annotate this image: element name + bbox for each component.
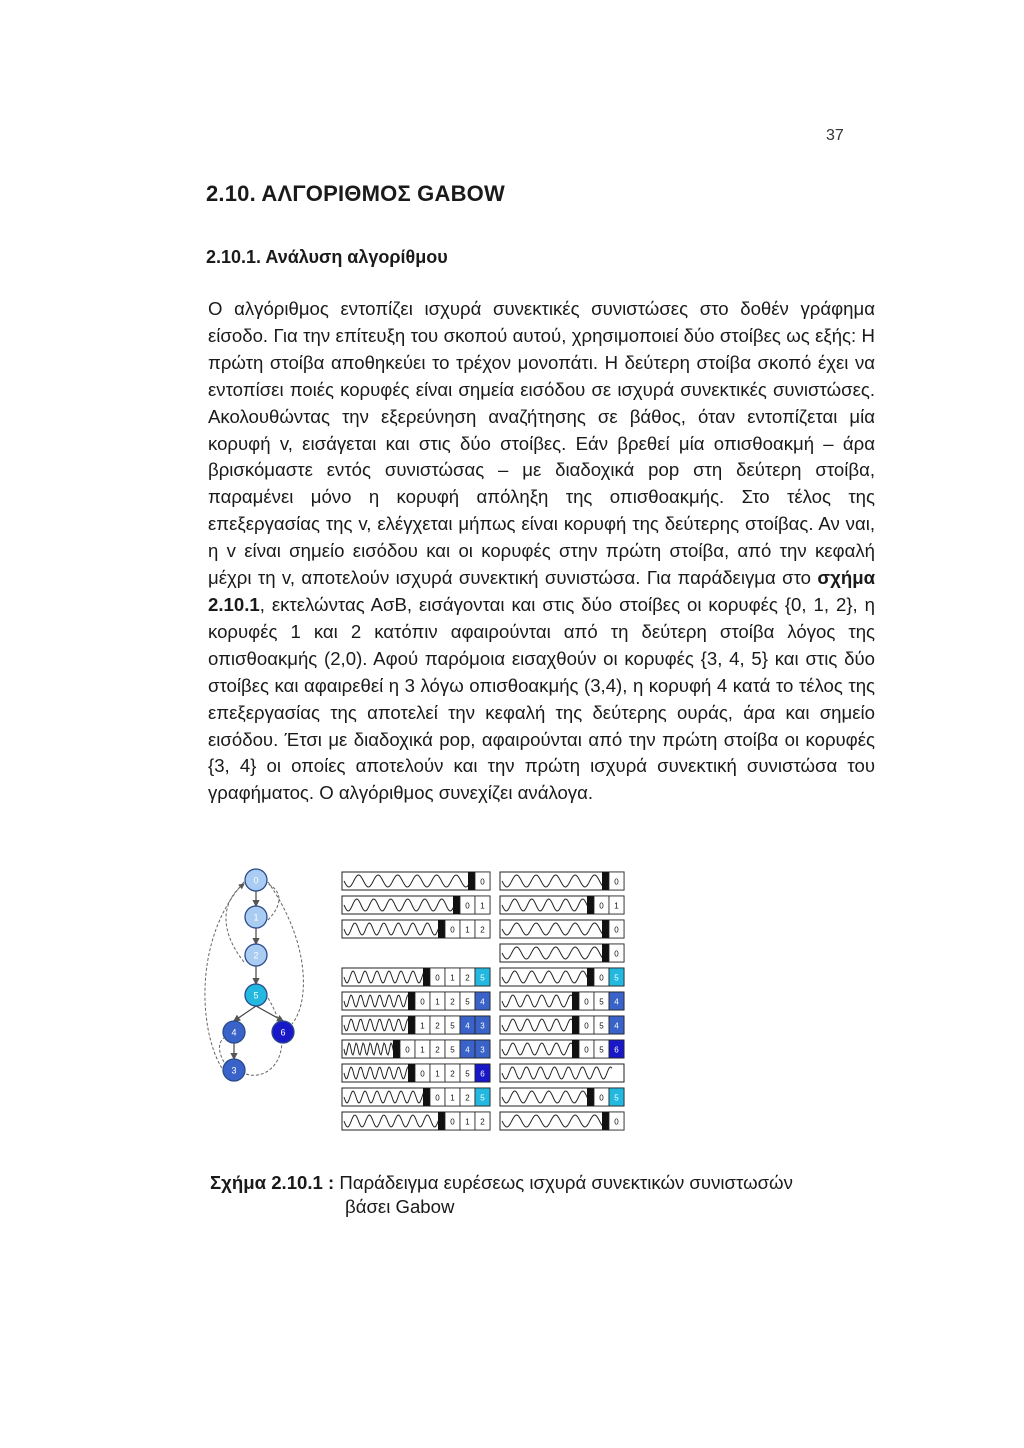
graph-back-edge (268, 882, 303, 1024)
stack-cell-label: 5 (465, 997, 470, 1007)
stack-cell-label: 4 (614, 997, 619, 1007)
stack-top-marker (587, 968, 594, 986)
stack-cell-label: 0 (614, 925, 619, 935)
stack-cell-label: 5 (480, 973, 485, 983)
stack-cell-label: 6 (480, 1069, 485, 1079)
stack-cell-label: 0 (584, 1045, 589, 1055)
stack-cell-label: 0 (584, 997, 589, 1007)
stack-top-marker (408, 992, 415, 1010)
stack-cell-label: 2 (435, 1021, 440, 1031)
stack-cell-label: 1 (465, 1117, 470, 1127)
page-number: 37 (826, 127, 844, 144)
graph-node-label: 6 (280, 1027, 286, 1038)
graph-back-edge (268, 884, 279, 920)
stack-top-marker (393, 1040, 400, 1058)
figure-caption (210, 1170, 793, 1195)
body-text-part2: , εκτελώντας ΑσΒ, εισάγονται και στις δύο στοίβες οι κορυφές {0, 1, 2}, η κορυφές 1 και 2 κατόπιν αφαιρούνται από τη δεύτερη στοίβα λόγος της οπισθοακμής (2,0). Αφού παρόμοια εισαχθούν οι κορυφές {3, 4, 5} και στις δύο στοίβες και αφαιρεθεί η 3 λόγω οπισθοακμής (3,4), η κορυφή 4 κατά το τέλος της επεξεργασίας της αποτελεί την κεφαλή της δεύτερης ουράς, άρα και σημείο εισόδου. Έτσι με διαδοχικά pop, αφαιρούνται από την πρώτη στοίβα οι κορυφές {3, 4} οι οποίες αποτελούν και την πρώτη ισχυρά συνεκτική συνιστώσα του γραφήματος. Ο αλγόριθμος συνεχίζει ανάλογα. (208, 593, 875, 804)
stack-diagram (342, 872, 624, 1130)
stack-top-marker (572, 1016, 579, 1034)
stack-cell-label: 5 (465, 1069, 470, 1079)
graph-node-label: 3 (231, 1065, 237, 1076)
figure-reference: σχήμα 2.10.1 (208, 567, 875, 615)
stack-cell-label: 0 (614, 1117, 619, 1127)
section-title: 2.10. ΑΛΓΟΡΙΘΜΟΣ GABOW (206, 181, 505, 206)
caption-text-line1: Παράδειγμα ευρέσεως ισχυρά συνεκτικών συνιστωσών (339, 1172, 793, 1193)
stack-top-marker (408, 1016, 415, 1034)
figure-gabow-example (200, 862, 640, 1152)
stack-cell-label: 0 (480, 877, 485, 887)
stack-cell-label: 5 (480, 1093, 485, 1103)
stack-top-marker (423, 1088, 430, 1106)
stack-cell-label: 3 (480, 1045, 485, 1055)
subsection-title: 2.10.1. Ανάλυση αλγορίθμου (206, 247, 448, 267)
graph-node-label: 2 (253, 950, 259, 961)
graph-node-label: 1 (253, 912, 259, 923)
stack-cell-label: 0 (405, 1045, 410, 1055)
stack-cell-label: 0 (599, 1093, 604, 1103)
stack-cell-label: 0 (599, 901, 604, 911)
stack-cell-label: 2 (465, 1093, 470, 1103)
stack-top-marker (572, 992, 579, 1010)
stack-top-marker (438, 1112, 445, 1130)
stack-cell-label: 0 (584, 1021, 589, 1031)
stack-cell-label: 0 (435, 1093, 440, 1103)
stack-cell-label: 4 (465, 1021, 470, 1031)
caption-label: Σχήμα 2.10.1 : (210, 1172, 335, 1193)
graph-back-edge (220, 1038, 225, 1062)
stack-cell-label: 1 (435, 1069, 440, 1079)
stack-top-marker (468, 872, 475, 890)
stack-cell-label: 5 (599, 997, 604, 1007)
stack-top-marker (602, 944, 609, 962)
stack-cell-label: 5 (614, 973, 619, 983)
stack-cell-label: 4 (465, 1045, 470, 1055)
stack-cell-label: 3 (480, 1021, 485, 1031)
stack-cell-label: 2 (480, 1117, 485, 1127)
stack-cell-label: 1 (420, 1045, 425, 1055)
stack-top-marker (572, 1040, 579, 1058)
stack-cell-label: 1 (420, 1021, 425, 1031)
body-text-part1: Ο αλγόριθμος εντοπίζει ισχυρά συνεκτικές συνιστώσες στο δοθέν γράφημα είσοδο. Για την επίτευξη του σκοπού αυτού, χρησιμοποιεί δύο στοίβες ως εξής: Η πρώτη στοίβα αποθηκεύει το τρέχον μονοπάτι. Η δεύτερη στοίβα σκοπό έχει να εντοπίσει ποιές κορυφές είναι σημεία εισόδου σε ισχυρά συνεκτικές συνιστώσες. Ακολουθώντας την εξερεύνηση αναζήτησης σε βάθος, όταν εντοπίζεται μία κορυφή v, εισάγεται και στις δύο στοίβες. Εάν βρεθεί μία οπισθοακμή – άρα βρισκόμαστε εντός συνιστώσας – με διαδοχικά pop στη δεύτερη στοίβα, παραμένει μόνο η κορυφή απόληξη της οπισθοακμής. Στο τέλος της επεξεργασίας της v, ελέγχεται μήπως είναι κορυφή της δεύτερης στοίβας. Αν ναι, η v είναι σημείο εισόδου και οι κορυφές στην πρώτη στοίβα, από την κεφαλή μέχρι τη v, αποτελούν ισχυρά συνεκτική συνιστώσα. Για παράδειγμα στο (208, 298, 875, 589)
stack-cell-label: 0 (614, 877, 619, 887)
stack-cell-label: 1 (465, 925, 470, 935)
stack-cell-label: 0 (420, 997, 425, 1007)
stack-cell-label: 1 (450, 973, 455, 983)
graph-back-edge (226, 884, 244, 962)
stack-top-marker (587, 896, 594, 914)
stack-top-marker (602, 1112, 609, 1130)
stack-cell-label: 5 (599, 1045, 604, 1055)
stack-cell-label: 1 (480, 901, 485, 911)
stack-cell-label: 1 (450, 1093, 455, 1103)
stack-cell-label: 1 (435, 997, 440, 1007)
graph-edge (234, 1006, 256, 1021)
caption-text-line2: βάσει Gabow (345, 1196, 455, 1217)
stack-cell-label: 0 (450, 925, 455, 935)
stack-row (342, 872, 490, 890)
stack-cell-label: 5 (450, 1045, 455, 1055)
stack-cell-label: 2 (450, 1069, 455, 1079)
stack-top-marker (602, 872, 609, 890)
graph-back-edge (205, 882, 244, 1074)
stack-top-marker (602, 920, 609, 938)
stack-cell-label: 4 (480, 997, 485, 1007)
stack-cell-label: 0 (420, 1069, 425, 1079)
stack-cell-label: 4 (614, 1021, 619, 1031)
graph-diagram (205, 869, 304, 1081)
stack-cell-label: 0 (614, 949, 619, 959)
stack-cell-label: 2 (465, 973, 470, 983)
stack-cell-label: 0 (450, 1117, 455, 1127)
stack-cell-label: 0 (465, 901, 470, 911)
stack-cell-label: 2 (435, 1045, 440, 1055)
stack-top-marker (453, 896, 460, 914)
stack-top-marker (587, 1088, 594, 1106)
stack-cell-label: 5 (614, 1093, 619, 1103)
stack-top-marker (423, 968, 430, 986)
stack-top-marker (438, 920, 445, 938)
stack-top-marker (408, 1064, 415, 1082)
graph-node-label: 5 (253, 990, 259, 1001)
stack-cell-label: 5 (450, 1021, 455, 1031)
stack-cell-label: 1 (614, 901, 619, 911)
stack-cell-label: 0 (599, 973, 604, 983)
graph-node-label: 0 (253, 875, 259, 886)
graph-node-label: 4 (231, 1027, 237, 1038)
stack-cell-label: 2 (450, 997, 455, 1007)
stack-cell-label: 6 (614, 1045, 619, 1055)
graph-edge (256, 1006, 283, 1021)
stack-cell-label: 0 (435, 973, 440, 983)
stack-cell-label: 5 (599, 1021, 604, 1031)
stack-cell-label: 2 (480, 925, 485, 935)
body-paragraph (208, 296, 875, 807)
